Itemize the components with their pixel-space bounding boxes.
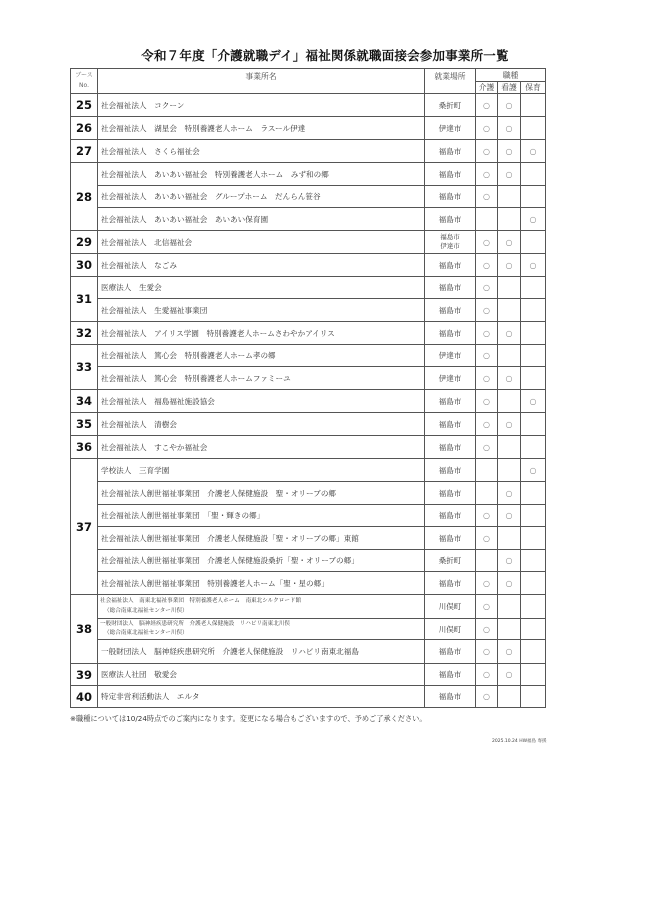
header-booth-no [71, 69, 98, 94]
kango-mark: ○ [498, 367, 521, 390]
work-location: 福島市 [425, 186, 476, 208]
work-location-line1: 福島市 [440, 233, 460, 241]
kango-mark [498, 345, 521, 367]
booth-number: 26 [71, 117, 98, 140]
hoiku-mark [521, 482, 546, 505]
header-hoiku: 保育 [521, 82, 546, 94]
office-name: 医療法人 生愛会 [98, 277, 425, 299]
kaigo-mark: ○ [476, 619, 498, 640]
kaigo-mark: ○ [476, 117, 498, 140]
table-row [71, 277, 546, 299]
table-row [71, 482, 546, 505]
office-name: 社会福祉法人創世福祉事業団 介護老人保健施設「聖・オリーブの郷」東館 [98, 527, 425, 550]
office-name: 医療法人社団 敬愛会 [98, 664, 425, 686]
kaigo-mark: ○ [476, 299, 498, 322]
header-job-type: 職種 [476, 69, 546, 82]
hoiku-mark [521, 163, 546, 186]
booth-number: 38 [71, 595, 98, 664]
hoiku-mark: ○ [521, 208, 546, 231]
kango-mark: ○ [498, 254, 521, 277]
office-name: 社会福祉法人 アイリス学園 特別養護老人ホームさわやかアイリス [98, 322, 425, 345]
work-location: 福島市 [425, 686, 476, 708]
table-row [71, 595, 546, 619]
work-location: 福島市 [425, 208, 476, 231]
kango-mark [498, 208, 521, 231]
hoiku-mark [521, 413, 546, 436]
work-location: 福島市 [425, 390, 476, 413]
hoiku-mark [521, 186, 546, 208]
office-name: 学校法人 三育学園 [98, 459, 425, 482]
kango-mark [498, 686, 521, 708]
work-location: 川俣町 [425, 595, 476, 619]
kaigo-mark: ○ [476, 390, 498, 413]
work-location: 福島市 [425, 572, 476, 595]
kaigo-mark: ○ [476, 163, 498, 186]
header-kango: 看護 [498, 82, 521, 94]
office-name: 社会福祉法人創世福祉事業団 特別養護老人ホーム「聖・星の郷」 [98, 572, 425, 595]
table-row [71, 117, 546, 140]
kango-mark: ○ [498, 163, 521, 186]
header-kaigo: 介護 [476, 82, 498, 94]
hoiku-mark [521, 640, 546, 664]
kango-mark: ○ [498, 505, 521, 527]
work-location: 福島市 [425, 277, 476, 299]
kango-mark: ○ [498, 322, 521, 345]
office-name: 社会福祉法人 福島福祉施設協会 [98, 390, 425, 413]
header-no-label: No. [79, 82, 89, 89]
hoiku-mark [521, 572, 546, 595]
work-location: 福島市 [425, 322, 476, 345]
booth-number: 29 [71, 231, 98, 254]
table-row [71, 664, 546, 686]
office-name: 社会福祉法人 コクーン [98, 94, 425, 117]
office-name-line1: 社会福祉法人 南東北福祉事業団 特別養護老人ホーム 南東北シルクロード館 [100, 598, 302, 604]
office-name: 社会福祉法人 生愛福祉事業団 [98, 299, 425, 322]
header-office-name: 事業所名 [98, 69, 425, 94]
work-location: 福島市 [425, 413, 476, 436]
table-row [71, 94, 546, 117]
hoiku-mark [521, 117, 546, 140]
work-location: 福島市 [425, 482, 476, 505]
hoiku-mark [521, 436, 546, 459]
hoiku-mark [521, 664, 546, 686]
hoiku-mark [521, 527, 546, 550]
header-location: 就業場所 [425, 69, 476, 94]
kaigo-mark: ○ [476, 436, 498, 459]
table-row [71, 686, 546, 708]
kaigo-mark: ○ [476, 595, 498, 619]
hoiku-mark: ○ [521, 459, 546, 482]
office-name: 社会福祉法人 すこやか福祉会 [98, 436, 425, 459]
table-row [71, 550, 546, 572]
office-name-line2: （総合南東北福祉センター川俣） [104, 630, 188, 636]
kango-mark: ○ [498, 572, 521, 595]
kango-mark [498, 436, 521, 459]
work-location [425, 231, 476, 254]
booth-number: 40 [71, 686, 98, 708]
office-name: 一般財団法人 脳神経疾患研究所 介護老人保健施設 リハビリ南東北福島 [98, 640, 425, 664]
hoiku-mark [521, 550, 546, 572]
kaigo-mark: ○ [476, 640, 498, 664]
office-name: 社会福祉法人 篤心会 特別養護老人ホーム孝の郷 [98, 345, 425, 367]
hoiku-mark [521, 619, 546, 640]
kango-mark: ○ [498, 550, 521, 572]
hoiku-mark [521, 686, 546, 708]
work-location: 伊達市 [425, 367, 476, 390]
booth-number: 37 [71, 459, 98, 595]
kaigo-mark: ○ [476, 505, 498, 527]
table-row [71, 322, 546, 345]
kaigo-mark: ○ [476, 664, 498, 686]
booth-number: 31 [71, 277, 98, 322]
office-name [98, 619, 425, 640]
office-name-line1: 一般財団法人 脳神経疾患研究所 介護老人保健施設 リハビリ南東北川俣 [100, 620, 291, 627]
hoiku-mark [521, 277, 546, 299]
table-row [71, 413, 546, 436]
work-location: 桑折町 [425, 550, 476, 572]
work-location: 福島市 [425, 664, 476, 686]
date-stamp: 2025.10.24 HW福島 専援 [492, 739, 547, 744]
table-row [71, 367, 546, 390]
table-row [71, 254, 546, 277]
office-name: 社会福祉法人 あいあい福祉会 あいあい保育園 [98, 208, 425, 231]
hoiku-mark: ○ [521, 390, 546, 413]
office-name [98, 595, 425, 619]
booth-number: 32 [71, 322, 98, 345]
kaigo-mark: ○ [476, 345, 498, 367]
booth-number: 36 [71, 436, 98, 459]
booth-number: 39 [71, 664, 98, 686]
kaigo-mark: ○ [476, 527, 498, 550]
table-row [71, 345, 546, 367]
office-name: 社会福祉法人 あいあい福祉会 特別養護老人ホーム みず和の郷 [98, 163, 425, 186]
kango-mark [498, 595, 521, 619]
kaigo-mark [476, 550, 498, 572]
booth-number: 33 [71, 345, 98, 390]
work-location: 川俣町 [425, 619, 476, 640]
hoiku-mark [521, 94, 546, 117]
kango-mark: ○ [498, 117, 521, 140]
table-row [71, 505, 546, 527]
page-title: 令和７年度「介護就職デイ」福祉関係就職面接会参加事業所一覧 [141, 48, 509, 63]
table-row [71, 186, 546, 208]
office-name: 社会福祉法人 篤心会 特別養護老人ホームファミーユ [98, 367, 425, 390]
kaigo-mark: ○ [476, 572, 498, 595]
work-location: 福島市 [425, 254, 476, 277]
work-location: 福島市 [425, 140, 476, 163]
kaigo-mark [476, 208, 498, 231]
work-location: 福島市 [425, 163, 476, 186]
office-name: 社会福祉法人創世福祉事業団 介護老人保健施設 聖・オリーブの郷 [98, 482, 425, 505]
kango-mark [498, 277, 521, 299]
table-row [71, 572, 546, 595]
hoiku-mark: ○ [521, 254, 546, 277]
work-location: 福島市 [425, 299, 476, 322]
booth-number: 27 [71, 140, 98, 163]
office-name: 社会福祉法人 さくら福祉会 [98, 140, 425, 163]
work-location: 福島市 [425, 505, 476, 527]
kaigo-mark [476, 482, 498, 505]
hoiku-mark [521, 299, 546, 322]
booth-number: 25 [71, 94, 98, 117]
work-location: 福島市 [425, 436, 476, 459]
table-row [71, 299, 546, 322]
participant-table [70, 68, 546, 708]
kaigo-mark: ○ [476, 254, 498, 277]
office-name: 社会福祉法人 あいあい福祉会 グループホーム だんらん笹谷 [98, 186, 425, 208]
kango-mark [498, 459, 521, 482]
kaigo-mark: ○ [476, 94, 498, 117]
hoiku-mark: ○ [521, 140, 546, 163]
kango-mark [498, 527, 521, 550]
kango-mark: ○ [498, 640, 521, 664]
office-name: 社会福祉法人 なごみ [98, 254, 425, 277]
work-location: 福島市 [425, 527, 476, 550]
kango-mark [498, 299, 521, 322]
hoiku-mark [521, 345, 546, 367]
office-name: 社会福祉法人 清樹会 [98, 413, 425, 436]
work-location: 福島市 [425, 459, 476, 482]
kaigo-mark: ○ [476, 367, 498, 390]
table-row [71, 640, 546, 664]
office-name-line2: （総合南東北福祉センター川俣） [104, 607, 188, 614]
kango-mark: ○ [498, 140, 521, 163]
office-name: 社会福祉法人創世福祉事業団 「聖・輝きの郷」 [98, 505, 425, 527]
table-row [71, 163, 546, 186]
kaigo-mark: ○ [476, 140, 498, 163]
hoiku-mark [521, 231, 546, 254]
kaigo-mark: ○ [476, 322, 498, 345]
table-row [71, 208, 546, 231]
kango-mark: ○ [498, 664, 521, 686]
kaigo-mark: ○ [476, 413, 498, 436]
office-name: 社会福祉法人 北信福祉会 [98, 231, 425, 254]
hoiku-mark [521, 505, 546, 527]
booth-number: 35 [71, 413, 98, 436]
kaigo-mark [476, 459, 498, 482]
kaigo-mark: ○ [476, 231, 498, 254]
table-row [71, 231, 546, 254]
table-row [71, 459, 546, 482]
office-name: 特定非営利活動法人 エルタ [98, 686, 425, 708]
kango-mark [498, 619, 521, 640]
footnote: ※職種については10/24時点でのご案内になります。変更になる場合もございますので、予めご了承ください。 [70, 714, 427, 723]
kaigo-mark: ○ [476, 186, 498, 208]
work-location: 伊達市 [425, 345, 476, 367]
table-row [71, 527, 546, 550]
work-location-line2: 伊達市 [440, 242, 460, 250]
table-row [71, 436, 546, 459]
work-location: 桑折町 [425, 94, 476, 117]
kango-mark: ○ [498, 94, 521, 117]
kaigo-mark: ○ [476, 277, 498, 299]
kango-mark: ○ [498, 413, 521, 436]
work-location: 福島市 [425, 640, 476, 664]
kango-mark [498, 186, 521, 208]
kango-mark: ○ [498, 231, 521, 254]
hoiku-mark [521, 595, 546, 619]
booth-number: 34 [71, 390, 98, 413]
office-name: 社会福祉法人創世福祉事業団 介護老人保健施設桑折「聖・オリーブの郷」 [98, 550, 425, 572]
kango-mark: ○ [498, 482, 521, 505]
work-location: 伊達市 [425, 117, 476, 140]
hoiku-mark [521, 367, 546, 390]
table-row [71, 619, 546, 640]
hoiku-mark [521, 322, 546, 345]
kango-mark [498, 390, 521, 413]
booth-number: 28 [71, 163, 98, 231]
booth-number: 30 [71, 254, 98, 277]
office-name: 社会福祉法人 湖星会 特別養護老人ホーム ラスール伊達 [98, 117, 425, 140]
table-row [71, 390, 546, 413]
kaigo-mark: ○ [476, 686, 498, 708]
table-row [71, 140, 546, 163]
header-booth-label: ブース [75, 72, 93, 79]
